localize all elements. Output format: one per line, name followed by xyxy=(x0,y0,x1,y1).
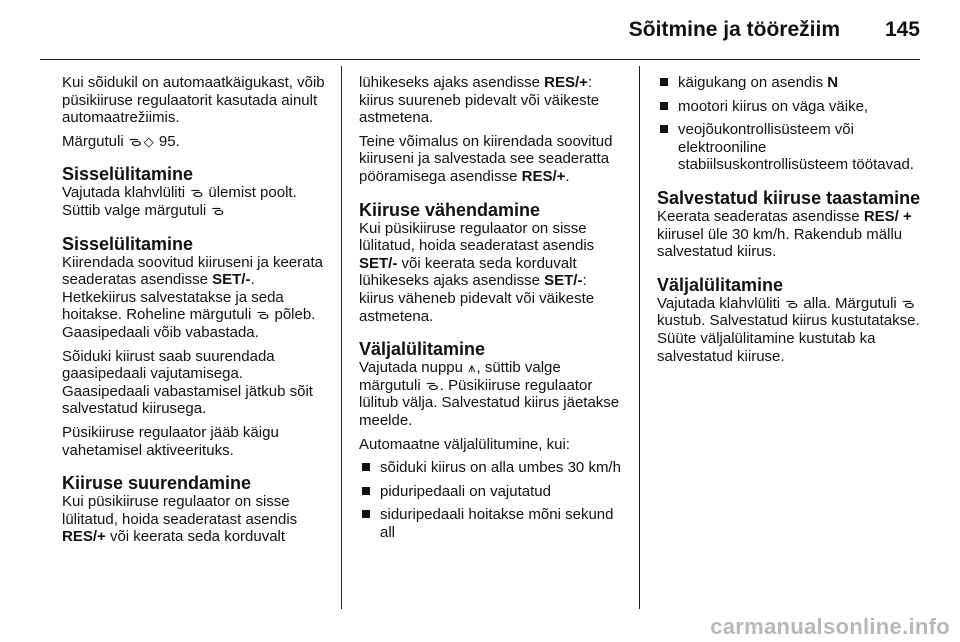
cruise-control-icon: ᯉ xyxy=(785,295,799,311)
increase-speed-text: Kui püsikiiruse regulaator on sisse lülitatud, hoida seaderatast asendis RES/+ või keerata seda korduvalt xyxy=(62,493,298,546)
cruise-control-icon: ᯉ xyxy=(256,307,270,323)
column-divider-2 xyxy=(639,66,640,609)
speed-up-paragraph: Sõiduki kiirust saab suurendada gaasipedaali vajutamisega. Gaasipedaali vabastamisel jätkub sõit salvestatud kiirusega. xyxy=(62,347,313,418)
section-heading-switch-on-1: Sisselülitamine xyxy=(62,164,194,185)
column-divider-1 xyxy=(341,66,342,609)
auto-switch-off-intro: Automaatne väljalülitumine, kui: xyxy=(359,435,570,453)
cruise-control-icon: ᯉ xyxy=(211,202,225,218)
bullet-icon xyxy=(362,487,370,495)
list-item: sõiduki kiirus on alla umbes 30 km/h xyxy=(359,459,624,477)
bullet-icon xyxy=(362,510,370,518)
decrease-speed-text: Kui püsikiiruse regulaator on sisse lülitatud, hoida seaderatast asendis SET/- või keerata seda korduvalt lühikeseks ajaks asendisse SET/-: kiirus väheneb pidevalt või väikeste astmetena. xyxy=(359,219,595,325)
list-item: mootori kiirus on väga väike, xyxy=(657,98,925,116)
watermark: carmanualsonline.info xyxy=(710,614,950,639)
section-heading-switch-off: Väljalülitamine xyxy=(359,339,486,360)
list-item: veojõukontrollisüsteem või elektrooniline stabiilsuskontrollisüsteem töötavad. xyxy=(657,121,925,174)
auto-switch-off-list xyxy=(359,459,624,541)
increase-speed-continued: lühikeseks ajaks asendisse RES/+: kiirus suureneb pidevalt või väikeste astmetena. xyxy=(359,74,600,127)
bullet-icon xyxy=(660,102,668,110)
alternative-paragraph: Teine võimalus on kiirendada soovitud kiiruseni ja salvestada see seaderatta pööramisega asendisse RES/+. xyxy=(359,132,613,185)
column-2 xyxy=(359,74,624,547)
column-3 xyxy=(657,74,925,371)
switch-on-2-text: Kiirendada soovitud kiiruseni ja keerata seaderatas asendisse SET/-. Hetkekiirus salvestatakse ja seda hoitakse. Roheline märgutuli ᯉ põleb. Gaasipedaali võib vabastada. xyxy=(62,253,323,341)
bullet-icon xyxy=(660,125,668,133)
restore-speed-text: Keerata seaderatas asendisse RES/ + kiirusel üle 30 km/h. Rakendub mällu salvestatud kiirus. xyxy=(657,207,912,261)
cruise-control-icon: ᯉ xyxy=(425,377,439,393)
header-divider xyxy=(40,59,920,60)
page-number: 145 xyxy=(884,18,920,41)
section-heading-decrease-speed: Kiiruse vähendamine xyxy=(359,199,541,220)
column-1 xyxy=(62,74,332,552)
cruise-control-icon: ᯉ xyxy=(901,295,915,311)
cancel-button-icon: ⩚ xyxy=(468,360,476,376)
section-heading-switch-off-2: Väljalülitamine xyxy=(657,274,784,295)
cruise-control-icon: ᯉ xyxy=(190,185,204,201)
switch-off-2-text: Vajutada klahvlüliti ᯉ alla. Märgutuli ᯉ kustub. Salvestatud kiirus kustutatakse. Süüte väljalülitamine kustutab ka salvestatud kiiruse. xyxy=(657,294,920,365)
indicator-paragraph: Märgutuli ᯉ ◇ 95. xyxy=(62,132,180,150)
list-item: käigukang on asendis N xyxy=(657,74,925,92)
intro-paragraph: Kui sõidukil on automaatkäigukast, võib püsikiiruse regulaatorit kasutada ainult automaatrežiimis. xyxy=(62,74,325,127)
switch-on-1-text: Vajutada klahvlüliti ᯉ ülemist poolt. Süttib valge märgutuli ᯉ xyxy=(62,184,297,219)
list-item: siduripedaali hoitakse mõni sekund all xyxy=(359,506,624,541)
page-reference-icon: ◇ xyxy=(143,133,154,149)
list-item: piduripedaali on vajutatud xyxy=(359,483,624,501)
cruise-control-icon: ᯉ xyxy=(128,133,142,149)
bullet-icon xyxy=(660,78,668,86)
page-title: Sõitmine ja töörežiim xyxy=(628,18,840,41)
section-heading-switch-on-2: Sisselülitamine xyxy=(62,233,194,254)
gear-change-paragraph: Püsikiiruse regulaator jääb käigu vahetamisel aktiveerituks. xyxy=(62,423,279,459)
section-heading-increase-speed: Kiiruse suurendamine xyxy=(62,473,252,494)
auto-switch-off-list-continued xyxy=(657,74,925,174)
switch-off-text: Vajutada nuppu ⩚, süttib valge märgutuli ᯉ. Püsikiiruse regulaator lülitub välja. Salvestatud kiirus jäetakse meelde. xyxy=(359,359,620,429)
bullet-icon xyxy=(362,463,370,471)
section-heading-restore-speed: Salvestatud kiiruse taastamine xyxy=(657,187,921,208)
